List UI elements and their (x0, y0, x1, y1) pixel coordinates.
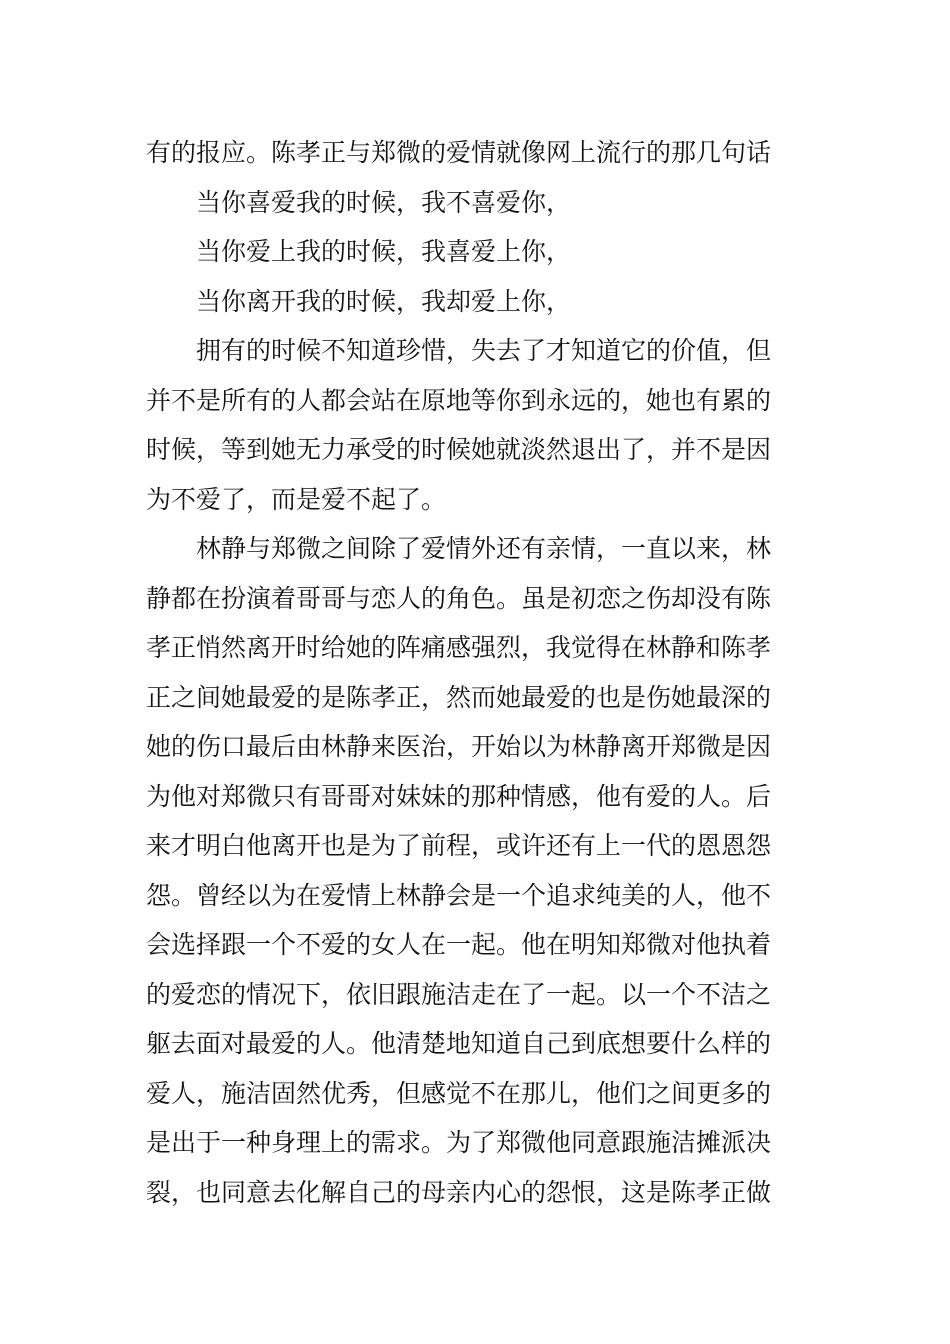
text-line: 当你爱上我的时候，我喜爱上你， (196, 237, 572, 266)
text-line: 林静与郑微之间除了爱情外还有亲情，一直以来，林 (196, 534, 772, 563)
text-line: 当你喜爱我的时候，我不喜爱你， (196, 187, 572, 217)
text-line: 静都在扮演着哥哥与恋人的角色。虽是初恋之伤却没有陈 (146, 583, 772, 613)
text-line: 爱人，施洁固然优秀，但感觉不在那儿，他们之间更多的 (146, 1078, 772, 1108)
text-line: 是出于一种身理上的需求。为了郑微他同意跟施洁摊派决 (146, 1128, 772, 1157)
text-line: 时候，等到她无力承受的时候她就淡然退出了，并不是因 (146, 435, 772, 464)
text-line: 当你离开我的时候，我却爱上你， (196, 286, 572, 316)
text-line: 有的报应。陈孝正与郑微的爱情就像网上流行的那几句话 (146, 138, 772, 167)
text-line: 的爱恋的情况下，依旧跟施洁走在了一起。以一个不洁之 (146, 979, 772, 1009)
text-line: 躯去面对最爱的人。他清楚地知道自己到底想要什么样的 (146, 1029, 772, 1058)
text-line: 为他对郑微只有哥哥对妹妹的那种情感，他有爱的人。后 (146, 781, 772, 811)
text-line: 她的伤口最后由林静来医治，开始以为林静离开郑微是因 (146, 732, 772, 761)
text-line: 孝正悄然离开时给她的阵痛感强烈，我觉得在林静和陈孝 (146, 633, 772, 662)
text-line: 怨。曾经以为在爱情上林静会是一个追求纯美的人，他不 (146, 880, 772, 910)
text-line: 拥有的时候不知道珍惜，失去了才知道它的价值，但 (196, 336, 772, 365)
body-text (146, 128, 808, 1217)
text-line: 并不是所有的人都会站在原地等你到永远的，她也有累的 (146, 385, 772, 415)
text-line: 裂，也同意去化解自己的母亲内心的怨恨，这是陈孝正做 (146, 1177, 772, 1207)
text-line: 正之间她最爱的是陈孝正，然而她最爱的也是伤她最深的 (146, 682, 772, 712)
text-line: 来才明白他离开也是为了前程，或许还有上一代的恩恩怨 (146, 831, 772, 860)
text-line: 为不爱了，而是爱不起了。 (146, 484, 447, 514)
text-line: 会选择跟一个不爱的女人在一起。他在明知郑微对他执着 (146, 930, 772, 959)
